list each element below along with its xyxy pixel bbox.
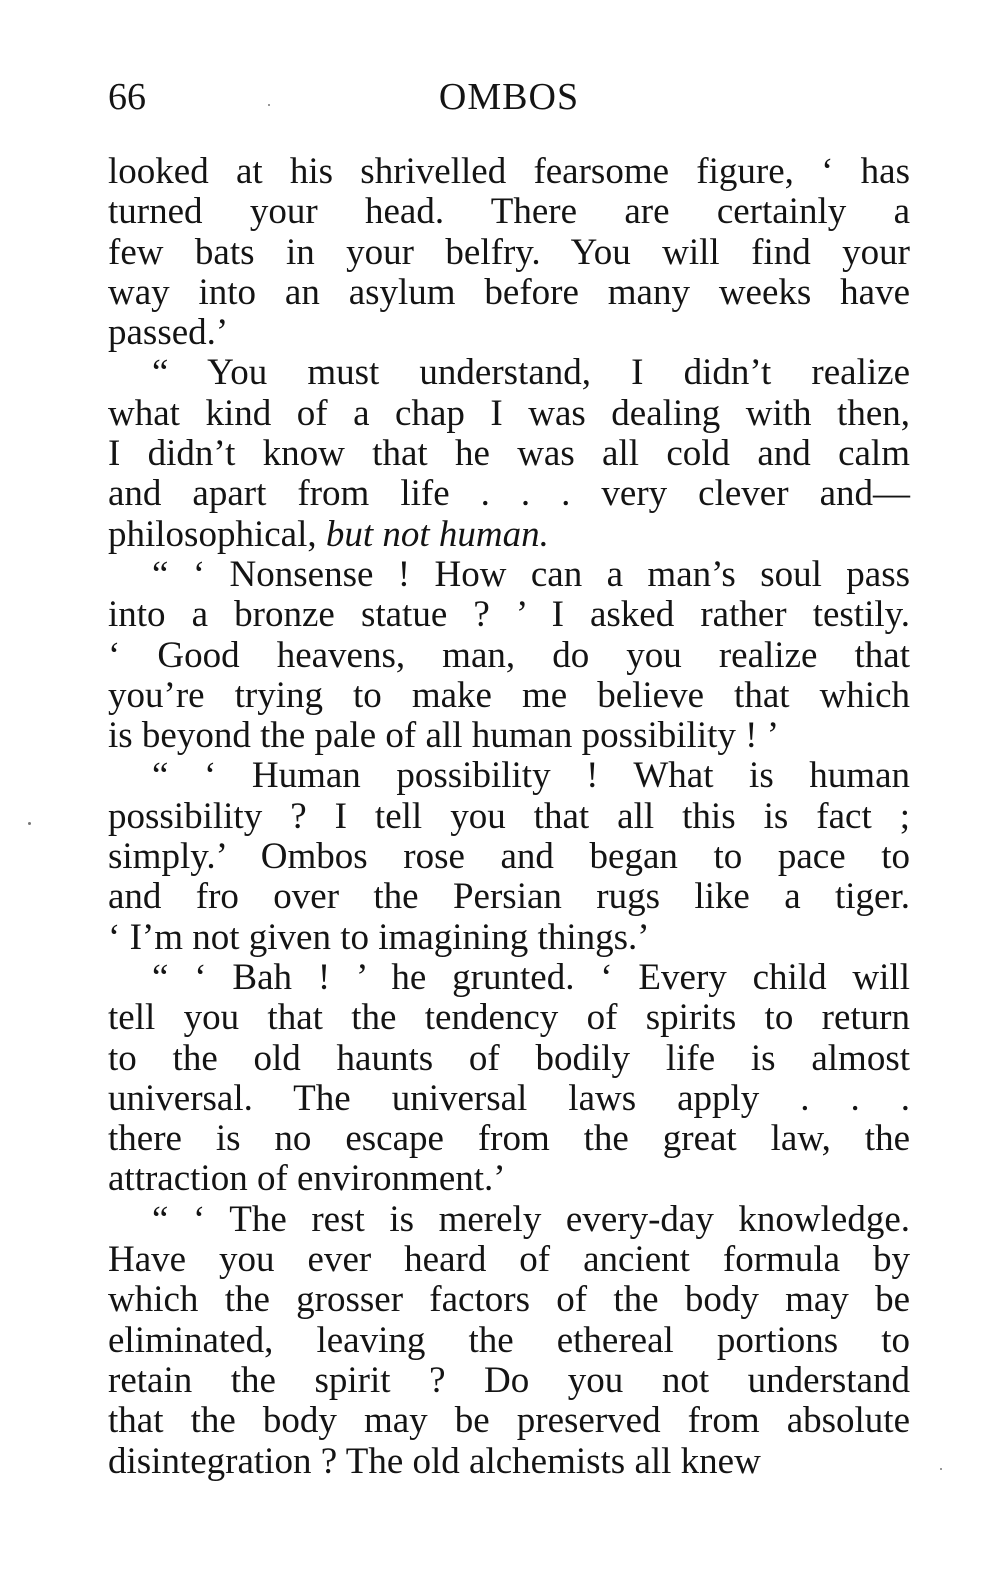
text-line: you’re trying to make me believe that which	[108, 674, 910, 716]
text-line: tell you that the tendency of spirits to return	[108, 997, 910, 1039]
scan-speck	[28, 822, 31, 825]
text-line: and fro over the Persian rugs like a tiger.	[108, 876, 910, 918]
text-line: turned your head. There are certainly a	[108, 191, 910, 233]
text-line: to the old haunts of bodily life is almost	[108, 1037, 910, 1079]
text-line: into a bronze statue ? ’ I asked rather testily.	[108, 594, 910, 636]
text-line: few bats in your belfry. You will find your	[108, 231, 910, 273]
text-line: ‘ Good heavens, man, do you realize that	[108, 634, 910, 676]
emphasized-text: but not human.	[325, 513, 549, 555]
page-number: 66	[108, 76, 146, 118]
page-header	[108, 72, 910, 122]
text-line: there is no escape from the great law, the	[108, 1118, 910, 1160]
text-line-with-emphasis	[108, 515, 910, 555]
text-line: way into an asylum before many weeks have	[108, 271, 910, 313]
text-line: looked at his shrivelled fearsome figure, ‘ has	[108, 151, 910, 192]
running-head: OMBOS	[438, 76, 580, 118]
text-line: “ ‘ Human possibility ! What is human	[152, 755, 910, 797]
text-line: Have you ever heard of ancient formula by	[108, 1239, 910, 1281]
text-line: I didn’t know that he was all cold and calm	[108, 433, 910, 475]
text-line: “ You must understand, I didn’t realize	[152, 352, 910, 394]
text-line: what kind of a chap I was dealing with then,	[108, 392, 910, 434]
text-line: “ ‘ The rest is merely every-day knowledge.	[152, 1198, 910, 1240]
text-line: passed.’	[108, 312, 229, 354]
scan-speck	[940, 1468, 942, 1470]
text-line: “ ‘ Bah ! ’ he grunted. ‘ Every child will	[152, 956, 910, 998]
text-line: ‘ I’m not given to imagining things.’	[108, 916, 650, 958]
scan-speck	[268, 104, 270, 106]
text-line: universal. The universal laws apply . . .	[108, 1077, 910, 1119]
body-text	[108, 152, 910, 1482]
text-line: retain the spirit ? Do you not understand	[108, 1359, 910, 1401]
text-line: simply.’ Ombos rose and began to pace to	[108, 836, 910, 878]
text-line: that the body may be preserved from absolute	[108, 1400, 910, 1442]
text-line: “ ‘ Nonsense ! How can a man’s soul pass	[152, 553, 910, 595]
text-line: eliminated, leaving the ethereal portions to	[108, 1319, 910, 1361]
text-segment: philosophical,	[108, 513, 317, 555]
text-line: and apart from life . . . very clever and—	[108, 473, 910, 515]
text-line: disintegration ? The old alchemists all knew	[108, 1440, 761, 1482]
text-line: which the grosser factors of the body may be	[108, 1279, 910, 1321]
text-line: is beyond the pale of all human possibility ! ’	[108, 715, 780, 757]
text-line: attraction of environment.’	[108, 1158, 506, 1200]
text-line: possibility ? I tell you that all this is fact ;	[108, 795, 910, 837]
